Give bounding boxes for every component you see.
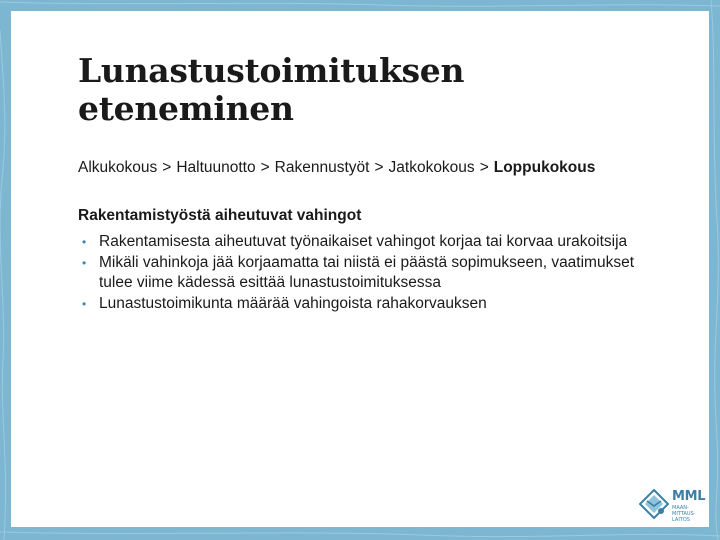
- slide-title: Lunastustoimituksen eteneminen: [78, 51, 465, 128]
- breadcrumb-current-step: Loppukokous: [493, 159, 596, 176]
- bullet-list: [78, 232, 658, 314]
- bullet-item: [78, 232, 658, 253]
- breadcrumb-separator: >: [479, 159, 489, 176]
- slide-canvas: [11, 11, 709, 527]
- bullet-text: Lunastustoimikunta määrää vahingoista rahakorvauksen: [99, 294, 487, 312]
- breadcrumb-step: Jatkokokous: [388, 159, 475, 176]
- bullet-item: [78, 253, 658, 294]
- logo-title: MML: [672, 489, 706, 504]
- logo-subtitle: MAAN- MITTAUS- LAITOS: [672, 505, 696, 523]
- breadcrumb-step: Alkukokous: [78, 159, 158, 176]
- mml-logo-icon: [639, 489, 669, 519]
- breadcrumb-separator: >: [260, 159, 270, 176]
- breadcrumb-step: Haltuunotto: [176, 159, 256, 176]
- bullet-icon: •: [82, 296, 87, 311]
- bullet-text: Rakentamisesta aiheutuvat työnaikaiset vahingot korjaa tai korvaa urakoitsija: [99, 233, 628, 250]
- process-breadcrumb: [78, 159, 698, 177]
- breadcrumb-step: Rakennustyöt: [274, 159, 370, 176]
- breadcrumb-separator: >: [162, 159, 172, 176]
- bullet-item: [78, 294, 658, 315]
- section-heading: Rakentamistyöstä aiheutuvat vahingot: [78, 207, 362, 224]
- bullet-text: Mikäli vahinkoja jää korjaamatta tai niistä ei päästä sopimukseen, vaatimukset tulee viime kädessä esittää lunastustoimituksessa: [99, 253, 635, 291]
- bullet-icon: •: [82, 255, 87, 270]
- bullet-icon: •: [82, 235, 87, 249]
- breadcrumb-separator: >: [374, 159, 384, 176]
- mml-logo: [639, 487, 709, 527]
